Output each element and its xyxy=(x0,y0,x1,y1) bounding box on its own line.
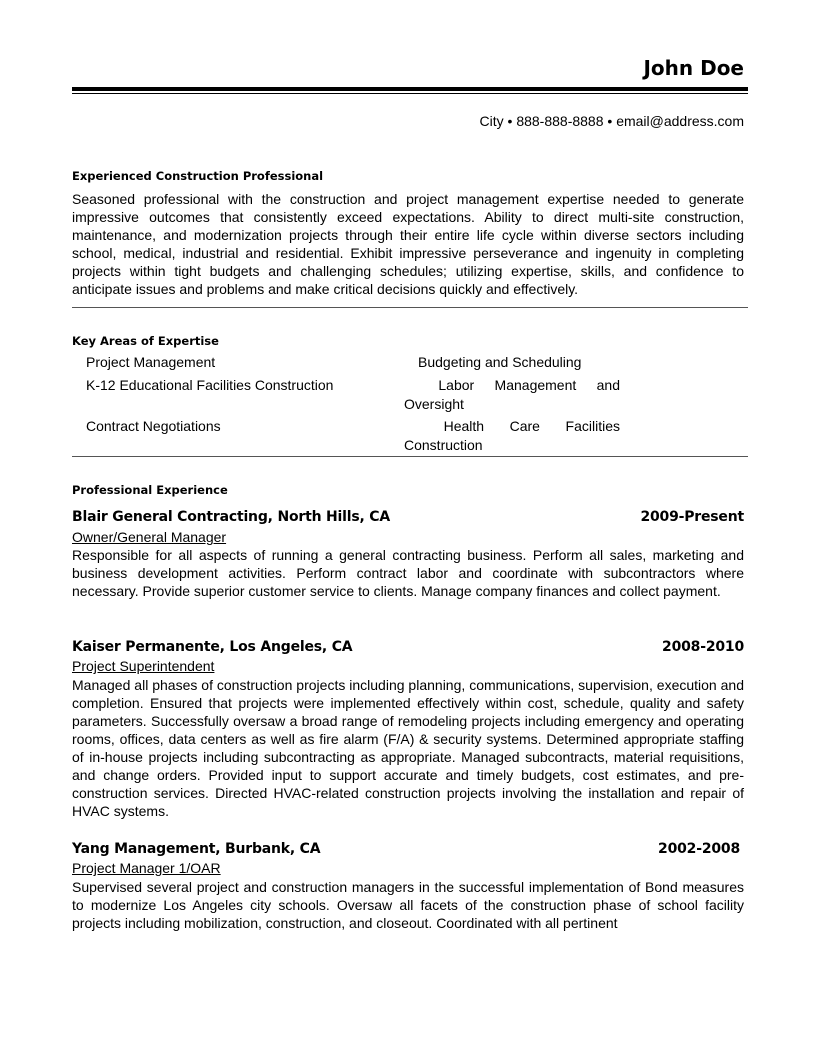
experience-heading: Professional Experience xyxy=(72,483,228,497)
job-title: Project Superintendent xyxy=(72,658,215,674)
expertise-item: Budgeting and Scheduling xyxy=(418,354,582,370)
expertise-heading: Key Areas of Expertise xyxy=(72,334,219,348)
job-company: Kaiser Permanente, Los Angeles, CA xyxy=(72,639,353,655)
expertise-item: Health Care Facilities Construction xyxy=(404,418,620,453)
job-description: Supervised several project and construction managers in the successful implementation of Bond measures to modernize Los Angeles city schools. Oversaw all facets of the construction phase of school facility projects including mobilization, construction, and closeout. Coordinated with all pertinent xyxy=(72,879,744,931)
job-title: Project Manager 1/OAR xyxy=(72,860,221,876)
section-divider xyxy=(72,307,748,308)
job-company: Yang Management, Burbank, CA xyxy=(72,841,321,857)
candidate-name: John Doe xyxy=(643,56,744,80)
expertise-item: Labor Management and Oversight xyxy=(404,377,620,412)
job-dates: 2009-Present xyxy=(640,509,744,525)
summary-heading: Experienced Construction Professional xyxy=(72,169,324,183)
expertise-item: Project Management xyxy=(86,354,216,370)
contact-line: City • 888-888-8888 • email@address.com xyxy=(479,113,744,129)
job-dates: 2008-2010 xyxy=(662,639,744,655)
summary-paragraph: Seasoned professional with the construction and project management expertise needed to generate impressive outcomes that consistently exceed expectations. Ability to direct multi-site construction, maintenance, and modernization projects through their entire life cycle within diverse sectors including school, medical, industrial and residential. Exhibit impressive perseverance and ingenuity in completing projects within tight budgets and challenging schedules; utilizing expertise, skills, and confidence to anticipate issues and problems and make critical decisions quickly and effectively. xyxy=(72,191,744,297)
expertise-item: K-12 Educational Facilities Construction xyxy=(86,377,334,393)
job-description: Managed all phases of construction projects including planning, communications, supervision, execution and completion. Ensured that projects were implemented effectively within cost, schedule, quality and safety parameters. Successfully oversaw a broad range of remodeling projects including emergency and operating rooms, offices, data centers as well as fire alarm (F/A) & security systems. Determined appropriate staffing of in-house projects including subcontracting as appropriate. Managed subcontracts, material requisitions, and change orders. Provided input to support accurate and timely budgets, cost estimates, and pre-construction services. Directed HVAC-related construction projects involving the installation and repair of HVAC systems. xyxy=(72,677,744,819)
job-description: Responsible for all aspects of running a general contracting business. Perform all sales, marketing and business development activities. Perform contract labor and coordinate with subcontractors where necessary. Provide superior customer service to clients. Manage company finances and collect payment. xyxy=(72,547,744,599)
section-divider xyxy=(72,456,748,457)
job-dates: 2002-2008 xyxy=(658,841,740,857)
header-rule-thick xyxy=(72,87,748,91)
expertise-item: Contract Negotiations xyxy=(86,418,221,434)
job-company: Blair General Contracting, North Hills, CA xyxy=(72,509,390,525)
job-title: Owner/General Manager xyxy=(72,529,227,545)
header-rule-thin xyxy=(72,93,748,94)
